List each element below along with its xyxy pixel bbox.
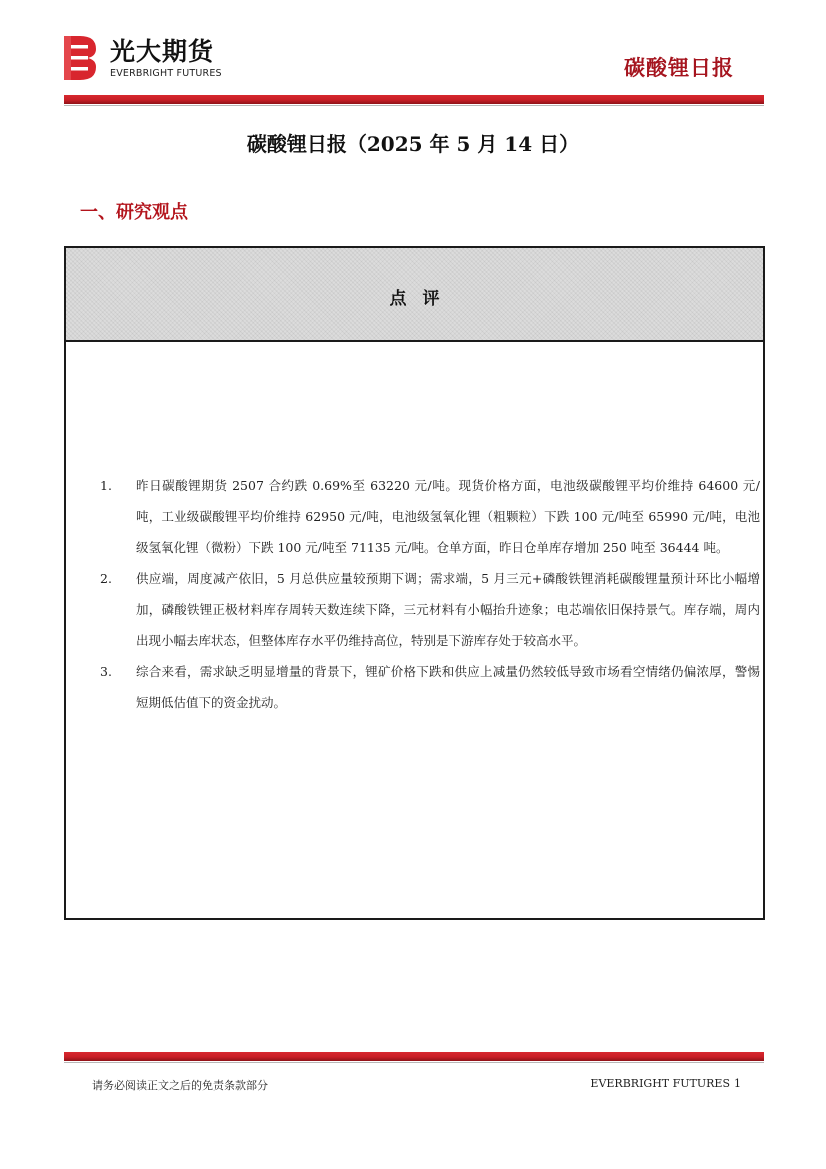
list-item xyxy=(100,470,760,563)
list-item-number: 3. xyxy=(100,664,112,679)
header-divider xyxy=(64,95,764,104)
list-item-text: 供应端，周度减产依旧，5 月总供应量较预期下调；需求端，5 月三元+磷酸铁锂消耗碳酸锂量预计环比小幅增加，磷酸铁锂正极材料库存周转天数连续下降，三元材料有小幅抬升迹象；电芯端依旧保持景气。库存端，周内出现小幅去库状态，但整体库存水平仍维持高位，特别是下游库存处于较高水平。 xyxy=(136,571,760,648)
everbright-logo-icon xyxy=(64,36,96,80)
list-item-number: 2. xyxy=(100,571,112,586)
footer-divider xyxy=(64,1052,764,1061)
footer-disclaimer: 请务必阅读正文之后的免责条款部分 xyxy=(92,1079,268,1092)
review-table-header xyxy=(66,248,763,342)
review-list xyxy=(100,470,760,718)
review-table xyxy=(64,246,765,920)
list-item-text: 昨日碳酸锂期货 2507 合约跌 0.69%至 63220 元/吨。现货价格方面，电池级碳酸锂平均价维持 64600 元/吨，工业级碳酸锂平均价维持 62950 元/吨，电池级氢氧化锂（粗颗粒）下跌 100 元/吨至 65990 元/吨，电池级氢氧化锂（微粉）下跌 100 元/吨至 71135 元/吨。仓单方面，昨日仓单库存增加 250 吨至 36444 吨。 xyxy=(136,478,760,555)
header-report-name: 碳酸锂日报 xyxy=(624,55,734,80)
review-header-label: 点评 xyxy=(389,289,456,309)
list-item-text: 综合来看，需求缺乏明显增量的背景下，锂矿价格下跌和供应上减量仍然较低导致市场看空情绪仍偏浓厚，警惕短期低估值下的资金扰动。 xyxy=(136,664,760,710)
logo-chinese-name: 光大期货 xyxy=(110,37,215,66)
document-title: 碳酸锂日报（2025 年 5 月 14 日） xyxy=(246,132,580,156)
section-heading: 一、研究观点 xyxy=(80,202,188,223)
logo-english-name: EVERBRIGHT FUTURES xyxy=(110,68,222,79)
list-item xyxy=(100,656,760,718)
list-item xyxy=(100,563,760,656)
page-number: 1 xyxy=(734,1077,741,1090)
company-logo xyxy=(64,36,264,86)
list-item-number: 1. xyxy=(100,478,112,493)
footer-company: EVERBRIGHT FUTURES xyxy=(590,1077,730,1090)
